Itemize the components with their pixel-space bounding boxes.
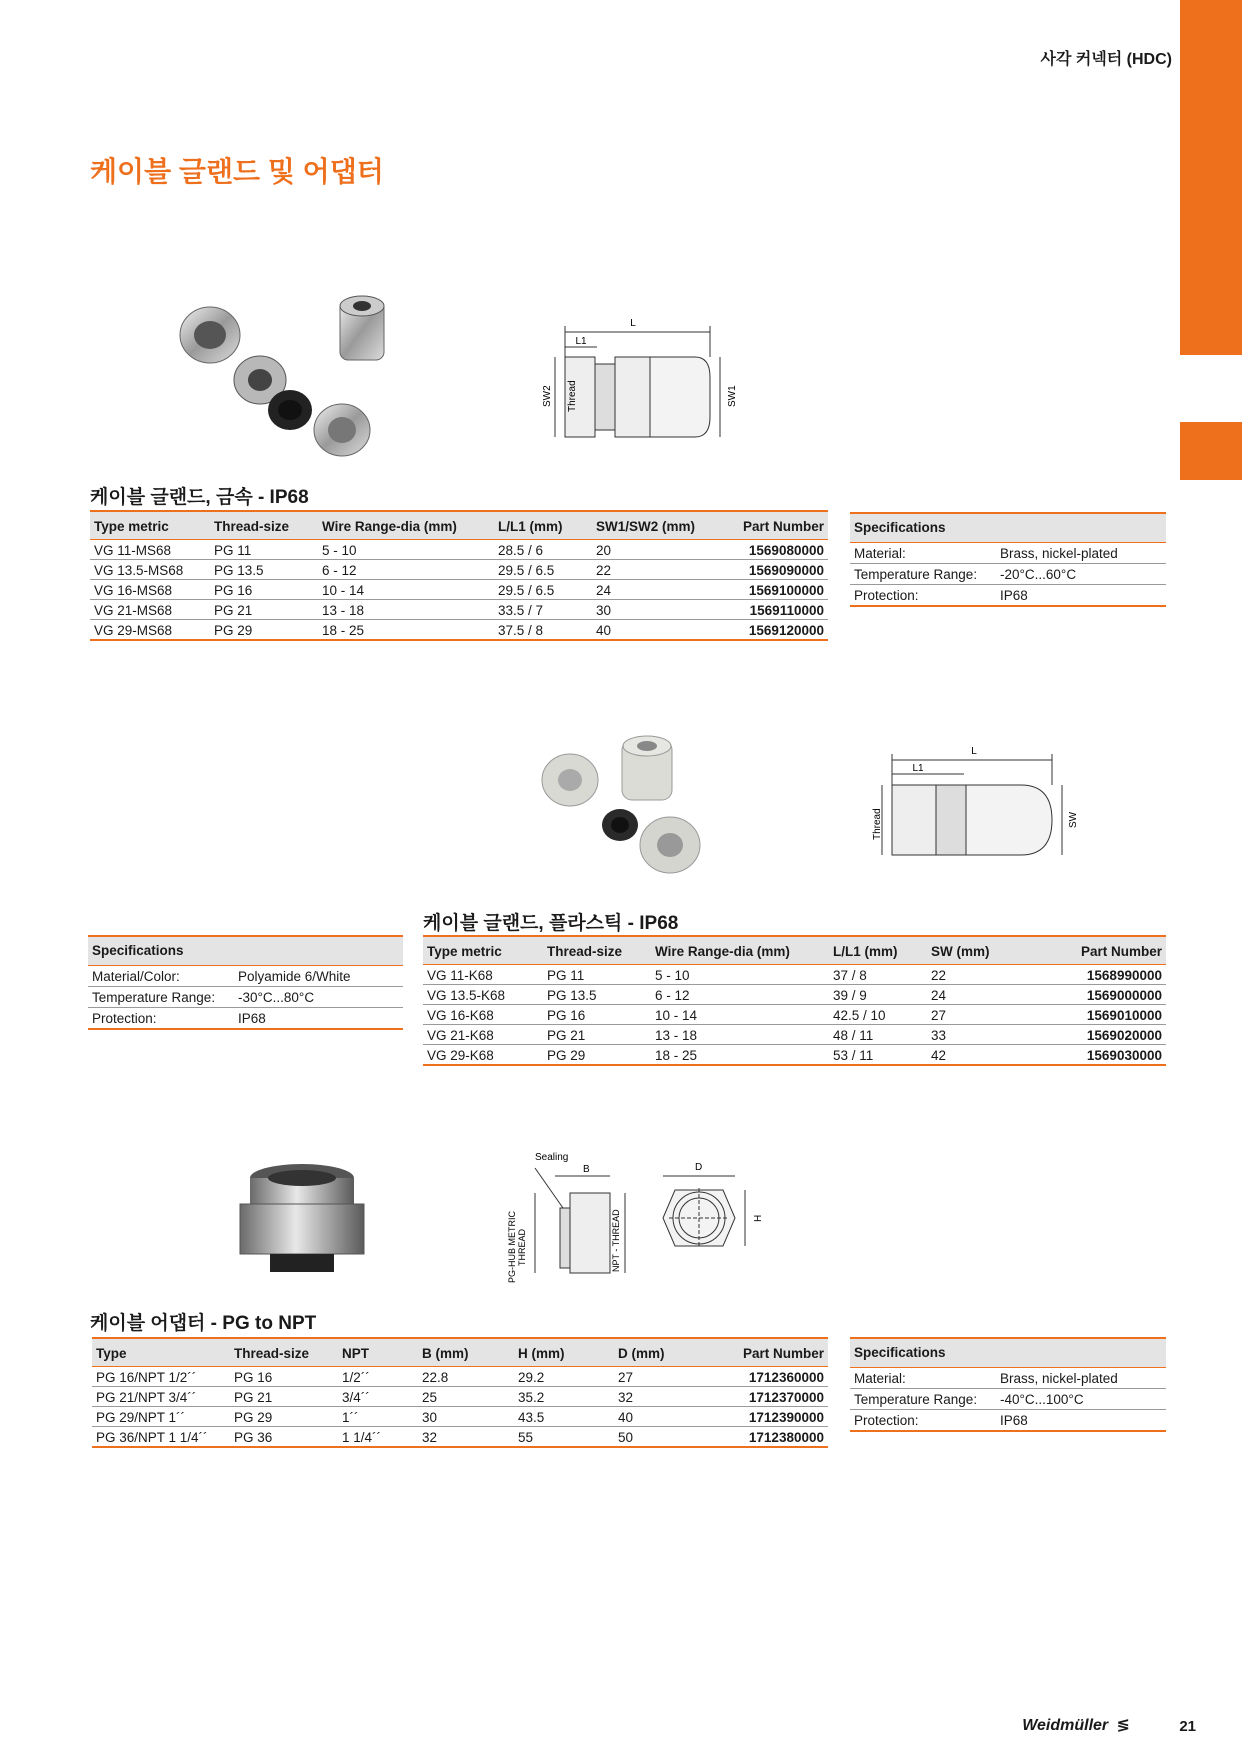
plastic-section-title: 케이블 글랜드, 플라스틱 - IP68 [423,913,679,934]
cell: 33 [927,1025,1045,1045]
table-row [92,1407,828,1427]
cell: VG 29-K68 [423,1045,543,1066]
cell: PG 29 [210,620,318,641]
cell: 53 / 11 [829,1045,927,1066]
part-number: 1712360000 [714,1367,828,1387]
adapter-drawing [505,1148,775,1288]
cell: PG 16/NPT 1/2´´ [92,1367,230,1387]
spec-key: Protection: [854,1413,919,1428]
cell: PG 21 [230,1387,338,1407]
spec-key: Temperature Range: [854,1392,978,1407]
cell: 5 - 10 [651,965,829,985]
side-tab-top [1180,0,1242,355]
plastic-gland-drawing [862,740,1082,870]
cell: VG 11-MS68 [90,540,210,560]
dim-l-label: L [630,318,636,329]
cell: 29.5 / 6.5 [494,560,592,580]
cell: PG 13.5 [210,560,318,580]
dim-l1-label: L1 [912,763,924,774]
cell: 37.5 / 8 [494,620,592,641]
col-header: Wire Range-dia (mm) [651,936,829,965]
col-header: SW1/SW2 (mm) [592,511,710,540]
cell: 55 [514,1427,614,1448]
col-header: Type metric [90,511,210,540]
plastic-gland-photo [530,730,710,880]
col-header: D (mm) [614,1338,714,1367]
cell: PG 13.5 [543,985,651,1005]
spec-key: Material/Color: [92,969,180,984]
cell: 33.5 / 7 [494,600,592,620]
part-number: 1569020000 [1045,1025,1166,1045]
cell: 6 - 12 [651,985,829,1005]
spec-value: Brass, nickel-plated [1000,1371,1118,1386]
cell: VG 21-K68 [423,1025,543,1045]
cell: 22 [592,560,710,580]
metal-gland-photo [150,290,390,460]
spec-row [850,1368,1166,1389]
col-header: H (mm) [514,1338,614,1367]
cell: PG 36 [230,1427,338,1448]
part-number: 1569100000 [710,580,828,600]
cell: 37 / 8 [829,965,927,985]
table-row [90,620,828,641]
thread-label: THREAD [517,1228,527,1266]
table-header-row [423,936,1166,965]
cell: 43.5 [514,1407,614,1427]
cell: 39 / 9 [829,985,927,1005]
specs-header: Specifications [850,512,1166,543]
col-header: Wire Range-dia (mm) [318,511,494,540]
cell: 22.8 [418,1367,514,1387]
page-title: 케이블 글랜드 및 어댑터 [90,156,384,187]
cell: 1/2´´ [338,1367,418,1387]
cell: 20 [592,540,710,560]
cell: VG 29-MS68 [90,620,210,641]
adapter-photo [232,1160,372,1280]
cell: 28.5 / 6 [494,540,592,560]
specs-header: Specifications [850,1337,1166,1368]
spec-value: IP68 [1000,1413,1028,1428]
col-header: Part Number [710,511,828,540]
cell: VG 11-K68 [423,965,543,985]
dim-thread-label: Thread [872,808,883,840]
dim-thread-label: Thread [567,380,578,412]
cell: VG 16-MS68 [90,580,210,600]
metal-gland-table [90,510,828,641]
adapter-table [92,1337,828,1448]
dim-sw1-label: SW1 [727,385,738,407]
part-number: 1569000000 [1045,985,1166,1005]
spec-key: Material: [854,1371,906,1386]
spec-value: -40°C...100°C [1000,1392,1084,1407]
pg-hub-label: PG-HUB METRIC [507,1211,517,1283]
part-number: 1712380000 [714,1427,828,1448]
cell: 32 [614,1387,714,1407]
cell: PG 29 [543,1045,651,1066]
cell: 3/4´´ [338,1387,418,1407]
adapter-section-title: 케이블 어댑터 - PG to NPT [90,1313,317,1334]
cell: PG 11 [543,965,651,985]
brand-mark-icon: ≶ [1116,1717,1130,1734]
cell: VG 13.5-MS68 [90,560,210,580]
npt-thread-label: NPT - THREAD [611,1209,621,1272]
col-header: NPT [338,1338,418,1367]
cell: 6 - 12 [318,560,494,580]
col-header: Thread-size [230,1338,338,1367]
cell: 48 / 11 [829,1025,927,1045]
metal-specs [850,512,1166,607]
spec-key: Temperature Range: [854,567,978,582]
cell: 30 [592,600,710,620]
part-number: 1569110000 [710,600,828,620]
cell: 25 [418,1387,514,1407]
col-header: Thread-size [543,936,651,965]
cell: 24 [927,985,1045,1005]
cell: 10 - 14 [651,1005,829,1025]
spec-row [850,543,1166,564]
dim-b-label: B [583,1164,590,1175]
cell: PG 16 [543,1005,651,1025]
brand-logo [1022,1715,1130,1735]
col-header: Type [92,1338,230,1367]
cell: 32 [418,1427,514,1448]
table-row [90,540,828,560]
cell: 13 - 18 [651,1025,829,1045]
part-number: 1569010000 [1045,1005,1166,1025]
cell: 13 - 18 [318,600,494,620]
table-row [90,560,828,580]
spec-key: Protection: [854,588,919,603]
cell: PG 21 [543,1025,651,1045]
dim-d-label: D [695,1162,703,1173]
spec-key: Material: [854,546,906,561]
col-header: Thread-size [210,511,318,540]
cell: 42.5 / 10 [829,1005,927,1025]
spec-row [850,564,1166,585]
cell: PG 21 [210,600,318,620]
table-row [92,1387,828,1407]
spec-value: Brass, nickel-plated [1000,546,1118,561]
table-row [423,965,1166,985]
adapter-specs [850,1337,1166,1432]
cell: PG 29 [230,1407,338,1427]
cell: 18 - 25 [651,1045,829,1066]
specs-header: Specifications [88,935,403,966]
table-row [92,1427,828,1448]
part-number: 1569080000 [710,540,828,560]
cell: 24 [592,580,710,600]
cell: 30 [418,1407,514,1427]
spec-value: -30°C...80°C [238,990,315,1005]
dim-h-label: H [753,1214,764,1222]
cell: PG 36/NPT 1 1/4´´ [92,1427,230,1448]
cell: 42 [927,1045,1045,1066]
cell: PG 11 [210,540,318,560]
plastic-gland-table [423,935,1166,1066]
page-number: 21 [1179,1718,1196,1735]
col-header: Part Number [714,1338,828,1367]
cell: 18 - 25 [318,620,494,641]
cell: 40 [614,1407,714,1427]
dim-sw2-label: SW2 [542,385,553,407]
cell: 50 [614,1427,714,1448]
col-header: L/L1 (mm) [829,936,927,965]
cell: 29.5 / 6.5 [494,580,592,600]
cell: 27 [927,1005,1045,1025]
table-row [423,985,1166,1005]
cell: PG 21/NPT 3/4´´ [92,1387,230,1407]
col-header: Part Number [1045,936,1166,965]
part-number: 1569090000 [710,560,828,580]
part-number: 1568990000 [1045,965,1166,985]
part-number: 1569030000 [1045,1045,1166,1066]
cell: 35.2 [514,1387,614,1407]
metal-section-title: 케이블 글랜드, 금속 - IP68 [90,487,309,508]
cell: VG 21-MS68 [90,600,210,620]
col-header: B (mm) [418,1338,514,1367]
cell: 27 [614,1367,714,1387]
spec-row [88,987,403,1008]
dim-l-label: L [971,746,977,757]
cell: 10 - 14 [318,580,494,600]
cell: PG 29/NPT 1´´ [92,1407,230,1427]
col-header: SW (mm) [927,936,1045,965]
spec-key: Protection: [92,1011,157,1026]
col-header: Type metric [423,936,543,965]
cell: 5 - 10 [318,540,494,560]
dim-sw-label: SW [1068,811,1079,828]
spec-row [88,966,403,987]
spec-key: Temperature Range: [92,990,216,1005]
part-number: 1569120000 [710,620,828,641]
plastic-specs [88,935,403,1030]
table-row [92,1367,828,1387]
part-number: 1712370000 [714,1387,828,1407]
spec-row [850,1410,1166,1432]
cell: 1´´ [338,1407,418,1427]
cell: PG 16 [230,1367,338,1387]
section-header: 사각 커넥터 (HDC) [1040,51,1172,68]
table-header-row [92,1338,828,1367]
col-header: L/L1 (mm) [494,511,592,540]
spec-row [850,1389,1166,1410]
cell: 22 [927,965,1045,985]
spec-value: IP68 [238,1011,266,1026]
table-row [423,1005,1166,1025]
spec-value: IP68 [1000,588,1028,603]
table-row [423,1025,1166,1045]
part-number: 1712390000 [714,1407,828,1427]
spec-value: -20°C...60°C [1000,567,1077,582]
metal-gland-drawing [525,312,745,452]
spec-value: Polyamide 6/White [238,969,351,984]
sealing-label: Sealing [535,1152,569,1163]
table-row [423,1045,1166,1066]
table-row [90,580,828,600]
table-row [90,600,828,620]
spec-row [88,1008,403,1030]
cell: VG 16-K68 [423,1005,543,1025]
cell: VG 13.5-K68 [423,985,543,1005]
cell: 29.2 [514,1367,614,1387]
brand-name: Weidmüller [1022,1717,1109,1734]
spec-row [850,585,1166,607]
table-header-row [90,511,828,540]
side-tab-lower [1180,422,1242,480]
cell: PG 16 [210,580,318,600]
cell: 40 [592,620,710,641]
cell: 1 1/4´´ [338,1427,418,1448]
dim-l1-label: L1 [575,336,587,347]
